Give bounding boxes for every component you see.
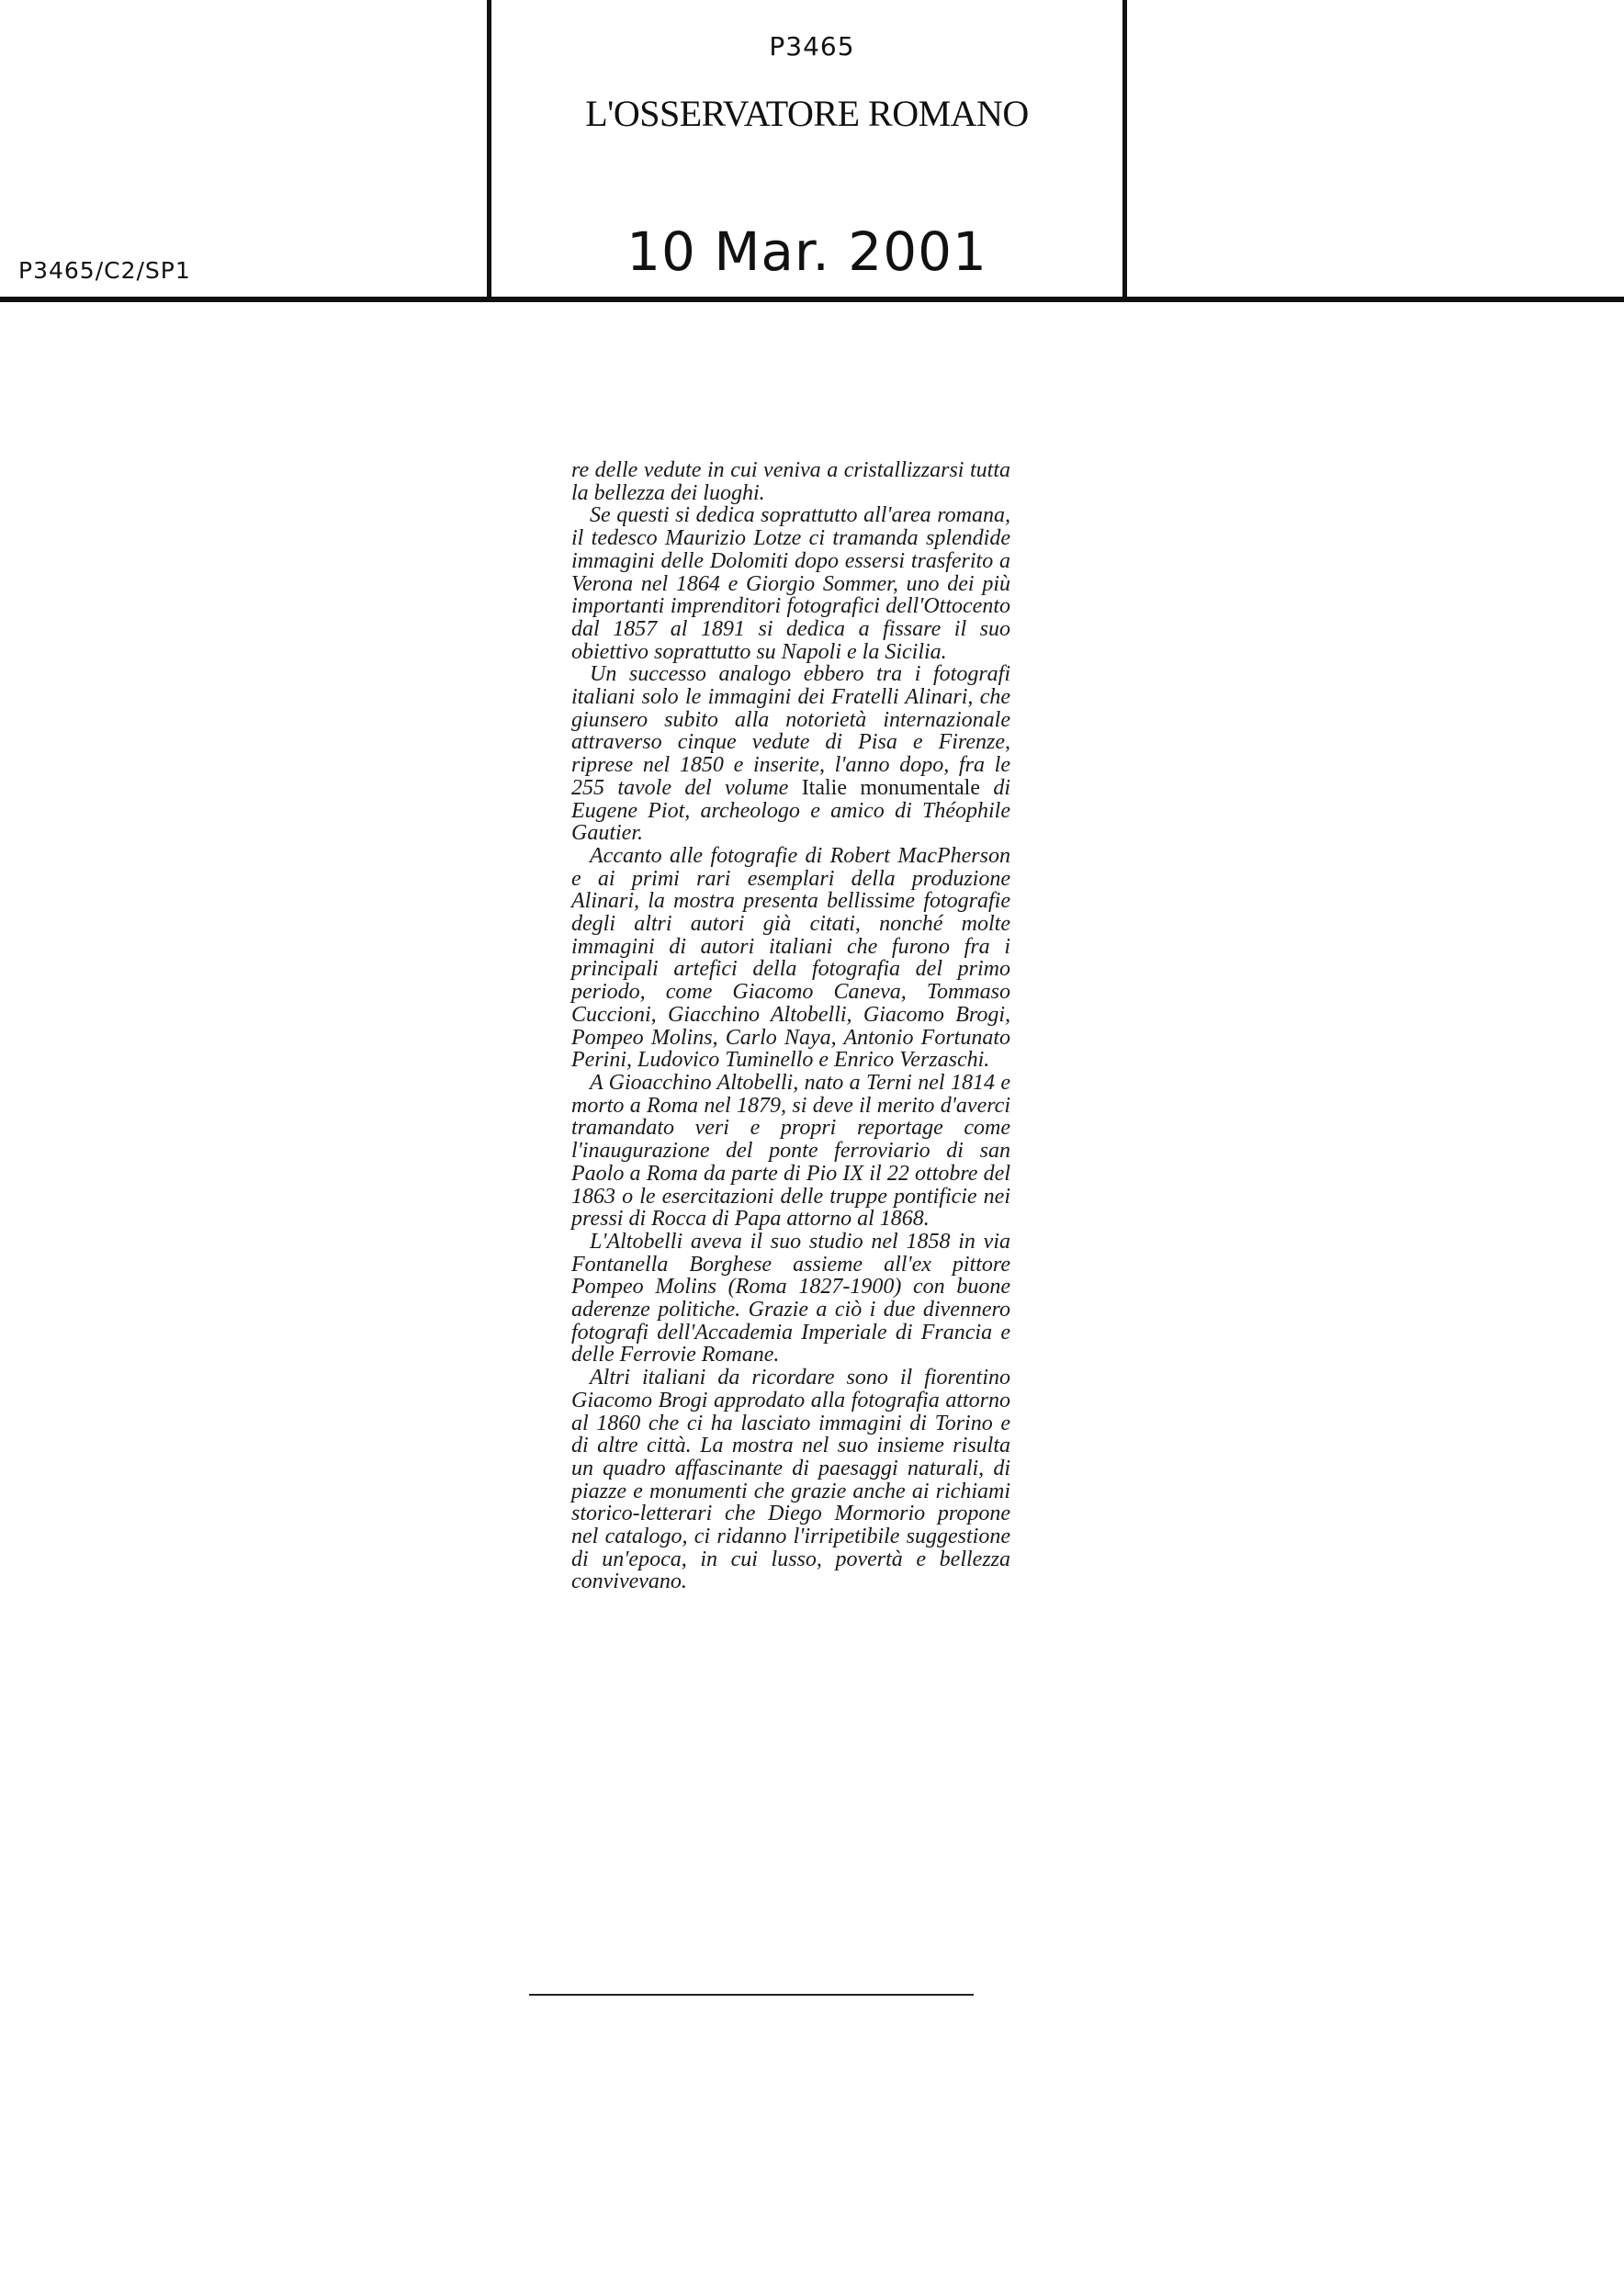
reference-code: P3465/C2/SP1	[18, 257, 191, 284]
article-paragraph-1: re delle vedute in cui veniva a cristallizzarsi tutta la bellezza dei luoghi.	[571, 458, 1010, 505]
newspaper-masthead: L'OSSERVATORE ROMANO	[585, 93, 1029, 134]
article-paragraph-2: Se questi si dedica soprattutto all'area romana, il tedesco Maurizio Lotze ci tramanda splendide immagini delle Dolomiti dopo essersi trasferito a Verona nel 1864 e Giorgio Sommer, uno dei più importanti imprenditori fotografici dell'Ottocento dal 1857 al 1891 si dedica a fissare il suo obiettivo soprattutto su Napoli e la Sicilia.	[571, 503, 1010, 664]
book-title: Italie monumentale	[801, 775, 980, 800]
paragraph-3-text-after: di Eugene Piot, archeologo e amico di Théophile Gautier.	[571, 775, 1011, 846]
header-rule	[0, 297, 1624, 302]
archive-code: P3465	[769, 31, 855, 62]
article-paragraph-5: A Gioacchino Altobelli, nato a Terni nel 1814 e morto a Roma nel 1879, si deve il merito d'averci tramandato veri e propri reportage come l'inaugurazione del ponte ferroviario di san Paolo a Roma da parte di Pio IX il 22 ottobre del 1863 o le esercitazioni delle truppe pontificie nei pressi di Rocca di Papa attorno al 1868.	[571, 1070, 1010, 1232]
article-end-rule	[529, 1994, 974, 1996]
article-paragraph-4: Accanto alle fotografie di Robert MacPherson e ai primi rari esemplari della produzione Alinari, la mostra presenta bellissime fotografie degli altri autori già citati, nonché molte immagini di autori italiani che furono fra i principali artefici della fotografia del primo periodo, come Giacomo Caneva, Tommaso Cuccioni, Giacchino Altobelli, Giacomo Brogi, Pompeo Molins, Carlo Naya, Antonio Fortunato Perini, Ludovico Tuminello e Enrico Verzaschi.	[571, 843, 1010, 1073]
article-paragraph-7: Altri italiani da ricordare sono il fiorentino Giacomo Brogi approdato alla fotografia attorno al 1860 che ci ha lasciato immagini di Torino e di altre città. La mostra nel suo insieme risulta un quadro affascinante di paesaggi naturali, di piazze e monumenti che grazie anche ai richiami storico-letterari che Diego Mormorio propone nel catalogo, ci ridanno l'irripetibile suggestione di un'epoca, in cui lusso, povertà e bellezza convivevano.	[571, 1366, 1010, 1594]
issue-date: 10 Mar. 2001	[626, 220, 987, 283]
article-paragraph-6: L'Altobelli aveva il suo studio nel 1858 in via Fontanella Borghese assieme all'ex pittore Pompeo Molins (Roma 1827-1900) con buone aderenze politiche. Grazie a ciò i due divennero fotografi dell'Accademia Imperiale di Francia e delle Ferrovie Romane.	[571, 1229, 1010, 1367]
article-paragraph-3	[571, 663, 1010, 845]
paragraph-3-text-before: Un successo analogo ebbero tra i fotografi italiani solo le immagini dei Fratelli Alinari, che giunsero subito alla notorietà internazionale attraverso cinque vedute di Pisa e Firenze, riprese nel 1850 e inserite, l'anno dopo, fra le 255 tavole del volume	[571, 662, 1010, 800]
article-column	[571, 459, 1010, 1593]
clipping-header	[0, 0, 1624, 303]
